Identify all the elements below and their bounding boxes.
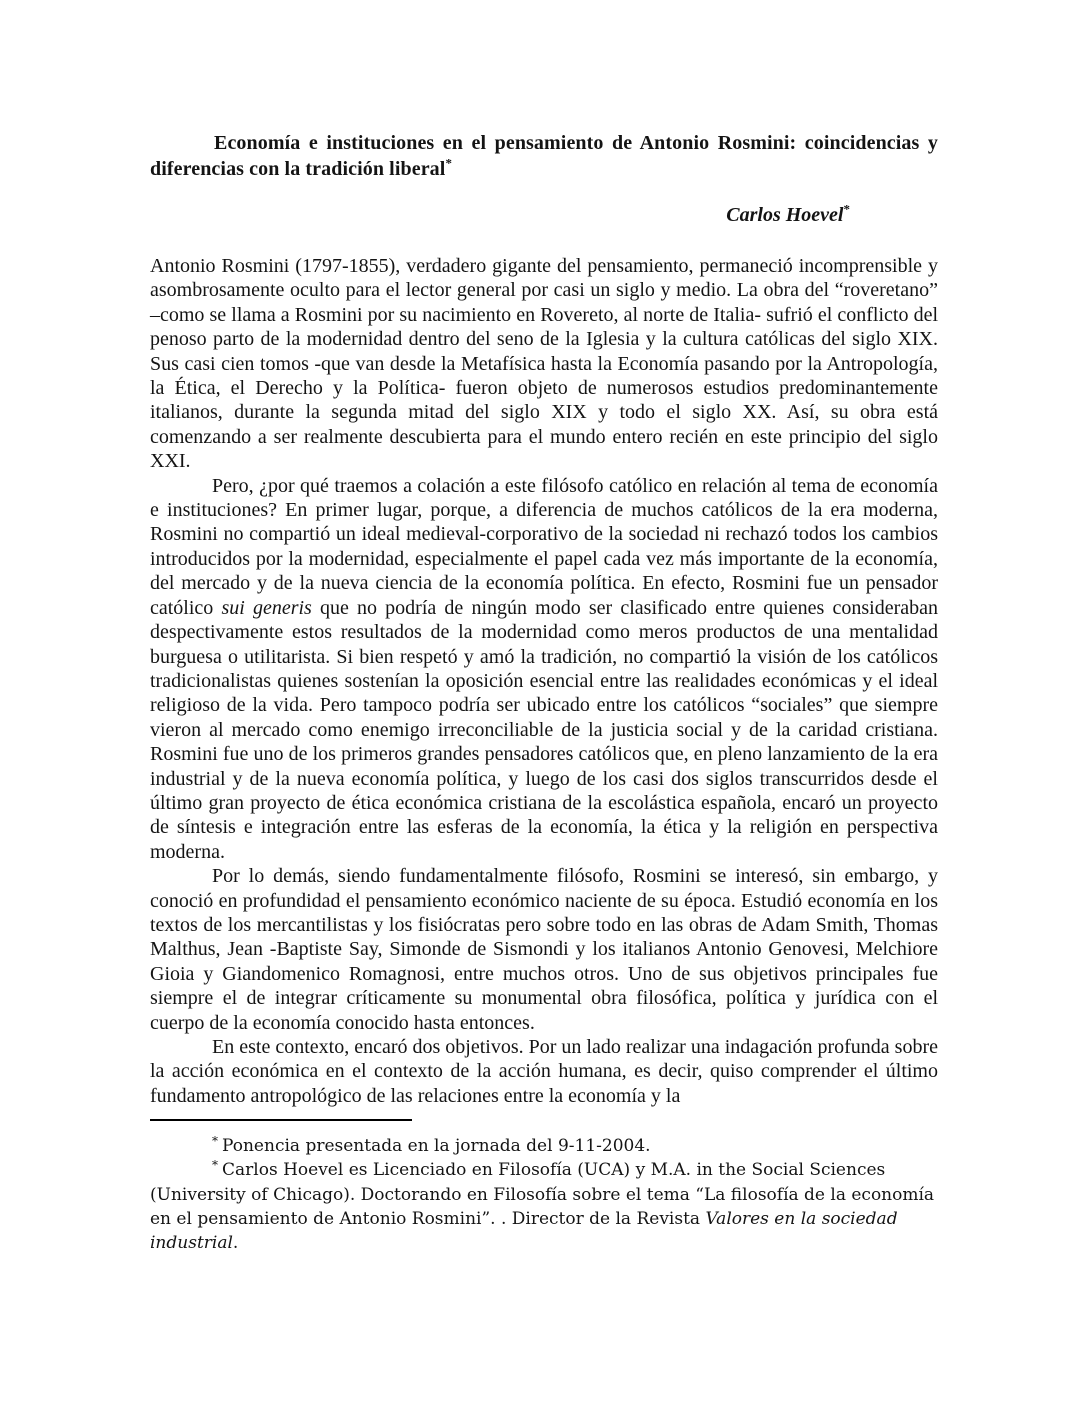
page-content [150, 131, 938, 1255]
author-line [150, 203, 850, 228]
body-paragraph-4: En este contexto, encaró dos objetivos. Por un lado realizar una indagación profunda sobre la acción económica en el contexto de la acción humana, es decir, quiso comprender el último fundamento antropológico de las relaciones entre la economía y la [150, 1036, 938, 1107]
author-name: Carlos Hoevel [726, 204, 844, 226]
footnote-separator [150, 1119, 412, 1121]
body-text [150, 254, 938, 1108]
body-paragraph-2-italic: sui generis [221, 596, 312, 619]
footnote-2 [150, 1158, 938, 1255]
body-paragraph-2-post: que no podría de ningún modo ser clasificado entre quienes consideraban despectivamente estos resultados de la modernidad como meros productos de una mentalidad burguesa o utilitarista. Si bien respetó y amó la tradición, no compartió la visión de los católicos tradicionalistas quienes sostenían la oposición esencial entre las realidades económicas y el ideal religioso de la vida. Pero tampoco podría ser ubicado entre los católicos “sociales” que siempre vieron al mercado como enemigo irreconciliable de la justicia social y de la caridad cristiana. Rosmini fue uno de los primeros grandes pensadores católicos que, en pleno lanzamiento de la era industrial y de la nueva economía política, y luego de los casi dos siglos transcurridos desde el último gran proyecto de ética económica cristiana de la escolástica española, encaró un proyecto de síntesis e integración entre las esferas de la economía, la ética y la religión en perspectiva moderna. [150, 596, 938, 863]
footnote-2-post: . [232, 1233, 239, 1254]
body-paragraph-2 [150, 474, 938, 865]
footnote-1-marker: * [212, 1133, 218, 1148]
body-paragraph-3: Por lo demás, siendo fundamentalmente filósofo, Rosmini se interesó, sin embargo, y conoció en profundidad el pensamiento económico naciente de su época. Estudió economía en los textos de los mercantilistas y los fisiócratas pero sobre todo en las obras de Adam Smith, Thomas Malthus, Jean -Baptiste Say, Simonde de Sismondi y los italianos Antonio Genovesi, Melchiore Gioia y Giandomenico Romagnosi, entre muchos otros. Uno de sus objetivos principales fue siempre el de integrar críticamente su monumental obra filosófica, política y jurídica con el cuerpo de la economía conocido hasta entonces. [150, 865, 938, 1034]
author-footnote-marker: * [843, 201, 850, 217]
document-title-text: Economía e instituciones en el pensamiento de Antonio Rosmini: coincidencias y diferencias con la tradición liberal [150, 132, 938, 180]
footnote-1 [150, 1134, 938, 1158]
body-paragraph-1: Antonio Rosmini (1797-1855), verdadero gigante del pensamiento, permaneció incomprensible y asombrosamente oculto para el lector general por casi un siglo y medio. La obra del “roveretano” –como se llama a Rosmini por su nacimiento en Rovereto, al norte de Italia- sufrió el conflicto del penoso parto de la modernidad dentro del seno de la Iglesia y la cultura católicas del siglo XIX. Sus casi cien tomos -que van desde la Metafísica hasta la Economía pasando por la Antropología, la Ética, el Derecho y la Política- fueron objeto de numerosos estudios predominantemente italianos, durante la segunda mitad del siglo XIX y todo el siglo XX. Así, su obra está comenzando a ser realmente descubierta para el mundo entero recién en este principio del siglo XXI. [150, 255, 938, 473]
footnote-2-pre: Carlos Hoevel es Licenciado en Filosofía (UCA) y M.A. in the Social Sciences (University of Chicago). Doctorando en Filosofía sobre el tema “La filosofía de la economía en el pensamiento de Antonio Rosmini”. . Director de la Revista [150, 1160, 935, 1229]
document-title [150, 131, 938, 182]
footnote-2-marker: * [212, 1157, 218, 1172]
body-paragraph-2-pre: Pero, ¿por qué traemos a colación a este filósofo católico en relación al tema de economía e instituciones? En primer lugar, porque, a diferencia de muchos católicos de la era moderna, Rosmini no compartió un ideal medieval-corporativo de la sociedad ni rechazó todos los cambios introducidos por la modernidad, especialmente el papel cada vez más importante de la economía, del mercado y de la nueva ciencia de la economía política. En efecto, Rosmini fue un pensador católico [150, 474, 938, 619]
footnote-2-italic: Valores en la sociedad industrial [150, 1208, 898, 1254]
title-footnote-marker: * [445, 154, 453, 170]
footnote-1-text: Ponencia presentada en la jornada del 9-11-2004. [222, 1136, 651, 1157]
footnotes-section [150, 1119, 938, 1255]
